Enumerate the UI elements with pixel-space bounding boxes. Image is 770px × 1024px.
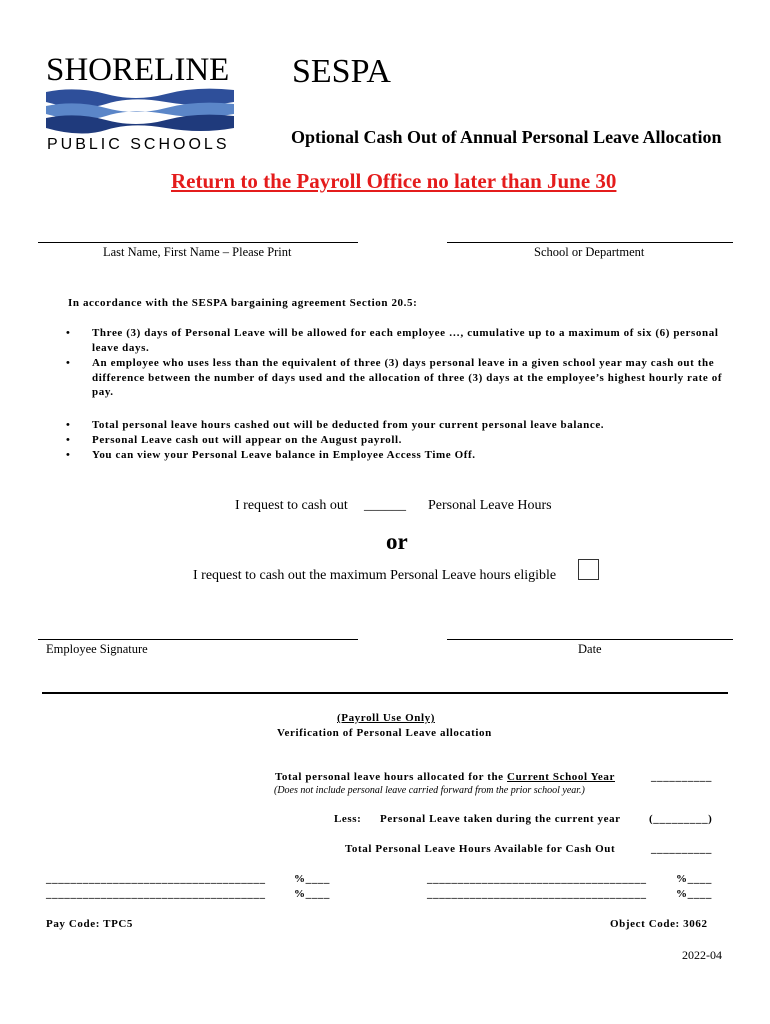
- allocated-note: (Does not include personal leave carried forward from the prior school year.): [274, 785, 585, 796]
- name-field-line[interactable]: [38, 242, 358, 243]
- signature-line[interactable]: [38, 639, 358, 640]
- policy-text: Personal Leave cash out will appear on the August payroll.: [92, 433, 403, 446]
- allocated-field[interactable]: __________: [651, 771, 712, 783]
- logo-waves-icon: [46, 88, 234, 134]
- request-hours-suffix: Personal Leave Hours: [428, 498, 552, 513]
- request-max-label: I request to cash out the maximum Personal Leave hours eligible: [193, 568, 557, 583]
- policy-intro: In accordance with the SESPA bargaining agreement Section 20.5:: [68, 297, 418, 309]
- org-name: SESPA: [292, 53, 391, 90]
- list-item: [66, 448, 728, 463]
- name-field-label: Last Name, First Name – Please Print: [103, 245, 292, 259]
- logo-wordmark: SHORELINE: [46, 52, 230, 88]
- date-line[interactable]: [447, 639, 733, 640]
- allocated-label-text: Total personal leave hours allocated for the: [275, 771, 508, 783]
- percent-field-3[interactable]: %____: [676, 873, 712, 885]
- bullet-icon: •: [66, 356, 71, 369]
- payroll-heading: (Payroll Use Only): [337, 712, 435, 724]
- deadline-notice: Return to the Payroll Office no later than June 30: [171, 169, 617, 193]
- list-item: [66, 326, 728, 356]
- account-line-3[interactable]: ____________________________________: [427, 873, 647, 885]
- signature-label: Employee Signature: [46, 642, 148, 656]
- request-hours-field[interactable]: ______: [364, 498, 406, 513]
- available-label: Total Personal Leave Hours Available for Cash Out: [345, 843, 616, 855]
- bullet-icon: •: [66, 419, 71, 431]
- school-field-label: School or Department: [534, 245, 645, 259]
- list-item: [66, 433, 728, 448]
- school-field-line[interactable]: [447, 242, 733, 243]
- bullet-icon: •: [66, 448, 71, 461]
- policy-text: Three (3) days of Personal Leave will be allowed for each employee …, cumulative up to a maximum of six (6) personal leave days.: [92, 327, 719, 354]
- policy-list-2: [66, 418, 728, 463]
- percent-field-4[interactable]: %____: [676, 888, 712, 900]
- request-hours-label: I request to cash out: [235, 498, 348, 513]
- list-item: [66, 418, 728, 433]
- logo-wave-bottom: [46, 115, 234, 134]
- account-line-4[interactable]: ____________________________________: [427, 888, 647, 900]
- percent-field-1[interactable]: %____: [294, 873, 330, 885]
- logo-subtitle: PUBLIC SCHOOLS: [47, 136, 230, 153]
- account-line-2[interactable]: ____________________________________: [46, 888, 266, 900]
- percent-field-2[interactable]: %____: [294, 888, 330, 900]
- max-hours-checkbox[interactable]: [578, 559, 599, 580]
- taken-field[interactable]: (_________): [649, 813, 713, 825]
- policy-text: Total personal leave hours cashed out will be deducted from your current personal leave balance.: [92, 419, 605, 431]
- payroll-subheading: Verification of Personal Leave allocation: [277, 727, 492, 739]
- policy-text: An employee who uses less than the equivalent of three (3) days personal leave in a given school year may cash out the difference between the number of days used and the allocation of three (3) days at the employee’s highest hourly rate of pay.: [92, 356, 723, 399]
- section-divider: [42, 692, 728, 694]
- policy-list-1: [66, 326, 728, 400]
- or-separator: or: [386, 529, 408, 554]
- current-school-year: Current School Year: [507, 771, 615, 783]
- form-version: 2022-04: [682, 948, 722, 962]
- object-code: Object Code: 3062: [610, 918, 708, 930]
- less-label: Less:: [334, 813, 362, 825]
- available-field[interactable]: __________: [651, 843, 712, 855]
- policy-text: You can view your Personal Leave balance in Employee Access Time Off.: [92, 448, 476, 461]
- account-line-1[interactable]: ____________________________________: [46, 873, 266, 885]
- bullet-icon: •: [66, 433, 71, 446]
- allocated-label: [275, 770, 615, 785]
- date-label: Date: [578, 642, 602, 656]
- pay-code: Pay Code: TPC5: [46, 918, 134, 930]
- taken-label: Personal Leave taken during the current year: [380, 813, 621, 825]
- bullet-icon: •: [66, 327, 71, 339]
- form-title: Optional Cash Out of Annual Personal Leave Allocation: [291, 127, 722, 147]
- list-item: [66, 356, 728, 401]
